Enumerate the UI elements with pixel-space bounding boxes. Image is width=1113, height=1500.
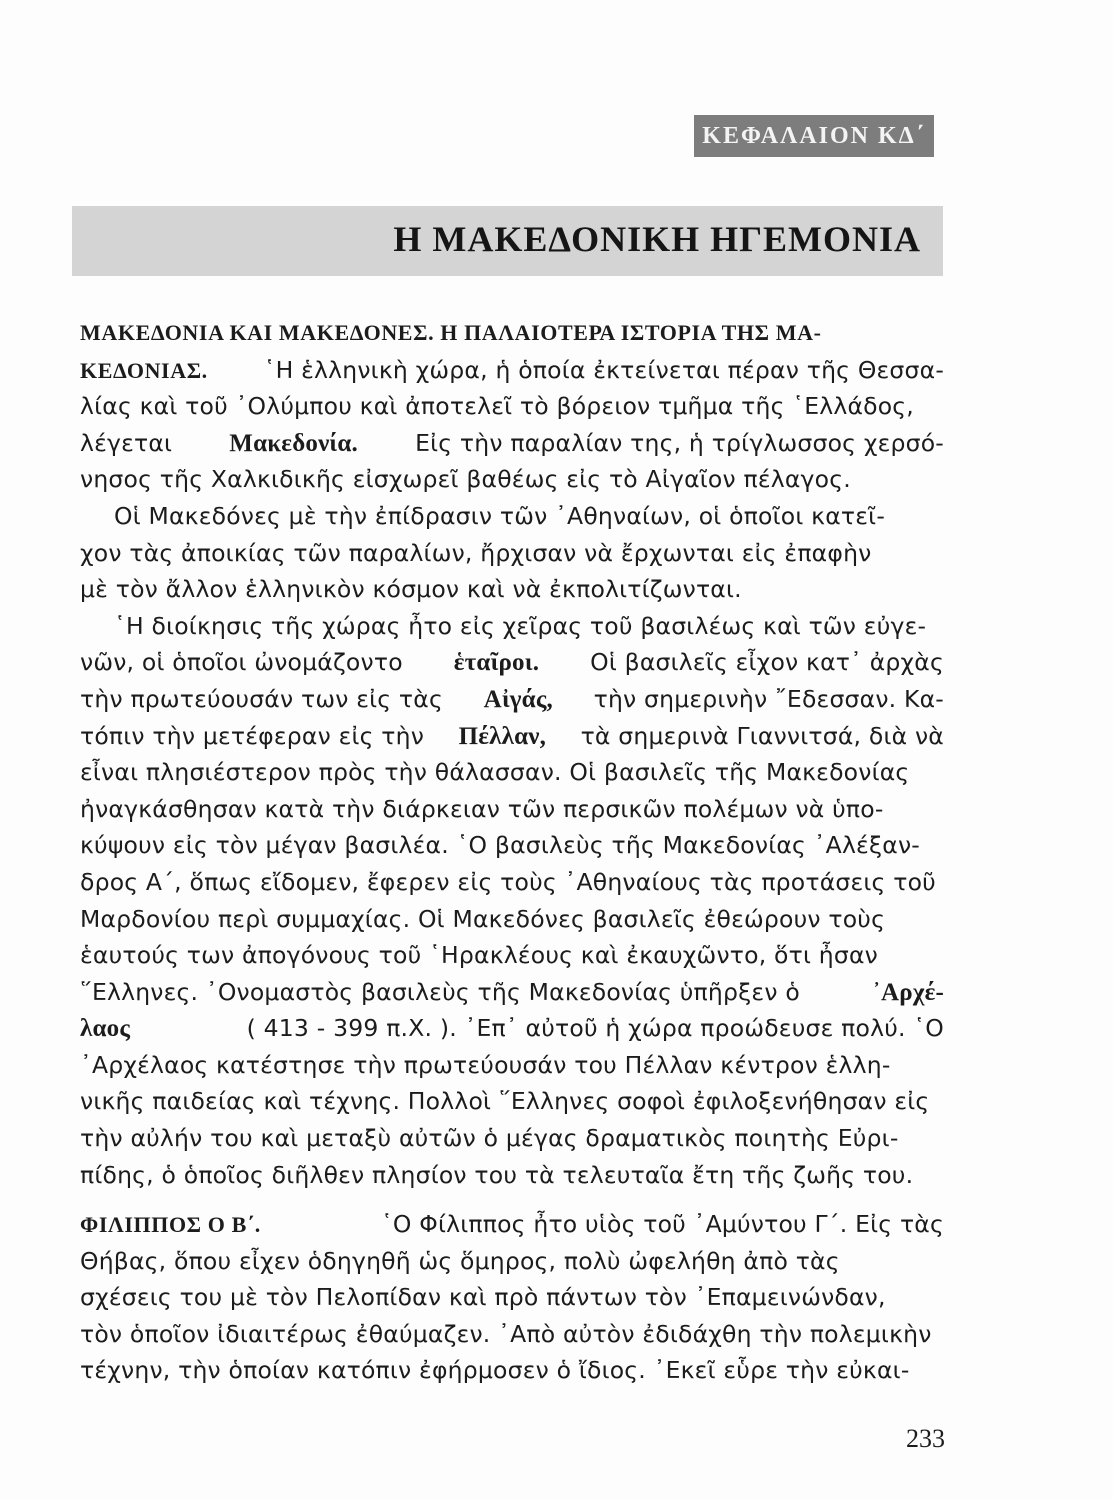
page-number: 233 <box>906 1424 945 1453</box>
text-segment: νικῆς παιδείας καὶ τέχνης. Πολλοὶ ῞Ελληνες σοφοὶ ἐφιλοξενήθησαν εἰς <box>80 1087 930 1116</box>
text-segment: εἶναι πλησιέστερον πρὸς τὴν θάλασσαν. Οἱ βασιλεῖς τῆς Μακεδονίας <box>80 758 910 787</box>
bold-term: Μακεδονία. <box>229 429 358 457</box>
text-line <box>80 461 944 498</box>
text-segment: λίας καὶ τοῦ ᾿Ολύμπου καὶ ἀποτελεῖ τὸ βόρειον τμῆμα τῆς ῾Ελλάδος, <box>80 392 914 421</box>
text-line <box>80 718 944 755</box>
text-line <box>80 498 944 535</box>
text-line <box>80 901 944 938</box>
text-segment: Οἱ Μακεδόνες μὲ τὴν ἐπίδρασιν τῶν ᾿Αθηναίων, οἱ ὁποῖοι κατεῖ- <box>114 501 885 530</box>
text-line <box>80 864 944 901</box>
text-line <box>80 681 944 718</box>
text-line <box>80 535 944 572</box>
text-line <box>80 791 944 828</box>
text-line <box>80 1352 944 1389</box>
text-line <box>80 1010 944 1047</box>
text-segment: νησος τῆς Χαλκιδικῆς εἰσχωρεῖ βαθέως εἰς τὸ Αἰγαῖον πέλαγος. <box>80 465 851 494</box>
text-line <box>80 315 944 352</box>
text-segment: δρος Α΄, ὅπως εἴδομεν, ἔφερεν εἰς τοὺς ᾿Αθηναίους τὰς προτάσεις τοῦ <box>80 867 936 896</box>
text-segment: ῞Ελληνες. ᾿Ονομαστὸς βασιλεὺς τῆς Μακεδονίας ὑπῆρξεν ὁ <box>80 977 800 1006</box>
text-line <box>80 827 944 864</box>
text-segment: ῾Η ἑλληνικὴ χώρα, ἡ ὁποία ἐκτείνεται πέραν τῆς Θεσσα- <box>263 355 944 384</box>
text-segment: Εἰς τὴν παραλίαν της, ἡ τρίγλωσσος χερσό- <box>415 428 944 457</box>
text-segment: τὴν σημερινὴν ῎Εδεσσαν. Κα- <box>593 684 944 713</box>
text-segment: τέχνην, τὴν ὁποίαν κατόπιν ἐφήρμοσεν ὁ ἴδιος. ᾿Εκεῖ εὗρε τὴν εὐκαι- <box>80 1356 910 1385</box>
text-line <box>80 1083 944 1120</box>
text-segment: Οἱ βασιλεῖς εἶχον κατ᾿ ἀρχὰς <box>590 648 944 677</box>
chapter-label: ΚΕΦΑΛΑΙΟΝ ΚΔ΄ <box>694 115 934 157</box>
text-segment: πίδης, ὁ ὁποῖος διῆλθεν πλησίον του τὰ τελευταῖα ἔτη τῆς ζωῆς του. <box>80 1160 914 1189</box>
text-line <box>80 1157 944 1194</box>
section-philip <box>80 1206 944 1389</box>
text-line <box>80 644 944 681</box>
text-segment: ῾Ο Φίλιππος ἦτο υἱὸς τοῦ ᾿Αμύντου Γ΄. Εἰς τὰς <box>380 1210 944 1238</box>
bold-term: ᾿Αρχέ- <box>872 978 944 1006</box>
text-segment: τὴν αὐλήν του καὶ μεταξὺ αὐτῶν ὁ μέγας δραματικὸς ποιητὴς Εὐρι- <box>80 1124 899 1153</box>
text-segment: τὸν ὁποῖον ἰδιαιτέρως ἐθαύμαζεν. ᾿Απὸ αὐτὸν ἐδιδάχθη τὴν πολεμικὴν <box>80 1319 932 1348</box>
text-segment: μὲ τὸν ἄλλον ἑλληνικὸν κόσμον καὶ νὰ ἐκπολιτίζωνται. <box>80 575 742 604</box>
text-segment: τόπιν τὴν μετέφεραν εἰς τὴν <box>80 721 425 750</box>
text-line <box>80 1120 944 1157</box>
text-segment: νῶν, οἱ ὁποῖοι ὠνομάζοντο <box>80 648 403 677</box>
text-line <box>80 571 944 608</box>
text-line <box>80 425 944 462</box>
text-segment: ῾Η διοίκησις τῆς χώρας ἦτο εἰς χεῖρας τοῦ βασιλέως καὶ τῶν εὐγε- <box>114 611 927 640</box>
text-line <box>80 1206 944 1243</box>
chapter-title: Η ΜΑΚΕΔΟΝΙΚΗ ΗΓΕΜΟΝΙΑ <box>393 219 921 259</box>
section-heading: ΦΙΛΙΠΠΟΣ Ο Β΄. <box>80 1212 261 1237</box>
text-line <box>80 754 944 791</box>
text-segment: ᾿Αρχέλαος κατέστησε τὴν πρωτεύουσάν του Πέλλαν κέντρον ἑλλη- <box>80 1050 891 1079</box>
text-segment: Μαρδονίου περὶ συμμαχίας. Οἱ Μακεδόνες βασιλεῖς ἐθεώρουν τοὺς <box>80 904 886 933</box>
text-line <box>80 1316 944 1353</box>
text-segment: τὴν πρωτεύουσάν των εἰς τὰς <box>80 684 443 713</box>
text-segment: λέγεται <box>80 428 173 457</box>
section-heading: ΚΕΔΟΝΙΑΣ. <box>80 357 208 383</box>
text-segment: τὰ σημερινὰ Γιαννιτσά, διὰ νὰ <box>580 721 944 750</box>
text-segment: ἑαυτούς των ἀπογόνους τοῦ ῾Ηρακλέους καὶ ἐκαυχῶντο, ὅτι ἦσαν <box>80 941 878 970</box>
text-line <box>80 1279 944 1316</box>
text-segment: χον τὰς ἀποικίας τῶν παραλίων, ἤρχισαν νὰ ἔρχωνται εἰς ἐπαφὴν <box>80 538 872 567</box>
bold-term: λαος <box>80 1015 131 1043</box>
text-segment: σχέσεις του μὲ τὸν Πελοπίδαν καὶ πρὸ πάντων τὸν ᾿Επαμεινώνδαν, <box>80 1283 886 1312</box>
bold-term: Αἰγάς, <box>483 685 554 713</box>
text-line <box>80 937 944 974</box>
section-heading: ΜΑΚΕΔΟΝΙΑ ΚΑΙ ΜΑΚΕΔΟΝΕΣ. Η ΠΑΛΑΙΟΤΕΡΑ ΙΣΤΟΡΙΑ ΤΗΣ ΜΑ- <box>80 320 822 345</box>
text-segment: Θήβας, ὅπου εἶχεν ὁδηγηθῆ ὡς ὅμηρος, πολὺ ὠφελήθη ἀπὸ τὰς <box>80 1246 840 1275</box>
text-segment: κύψουν εἰς τὸν μέγαν βασιλέα. ῾Ο βασιλεὺς τῆς Μακεδονίας ᾿Αλέξαν- <box>80 831 920 860</box>
title-band <box>72 206 943 276</box>
bold-term: Πέλλαν, <box>458 722 547 750</box>
text-line <box>80 1243 944 1280</box>
text-line <box>80 974 944 1011</box>
text-line <box>80 388 944 425</box>
text-line <box>80 1047 944 1084</box>
text-line <box>80 352 944 389</box>
bold-term: ἑταῖροι. <box>453 649 540 677</box>
text-segment: ἠναγκάσθησαν κατὰ τὴν διάρκειαν τῶν περσικῶν πολέμων νὰ ὑπο- <box>80 794 884 823</box>
section-macedonia <box>80 315 944 1193</box>
text-segment: ( 413 - 399 π.Χ. ). ᾿Επ᾿ αὐτοῦ ἡ χώρα προώδευσε πολύ. ῾Ο <box>246 1014 944 1043</box>
text-line <box>80 608 944 645</box>
